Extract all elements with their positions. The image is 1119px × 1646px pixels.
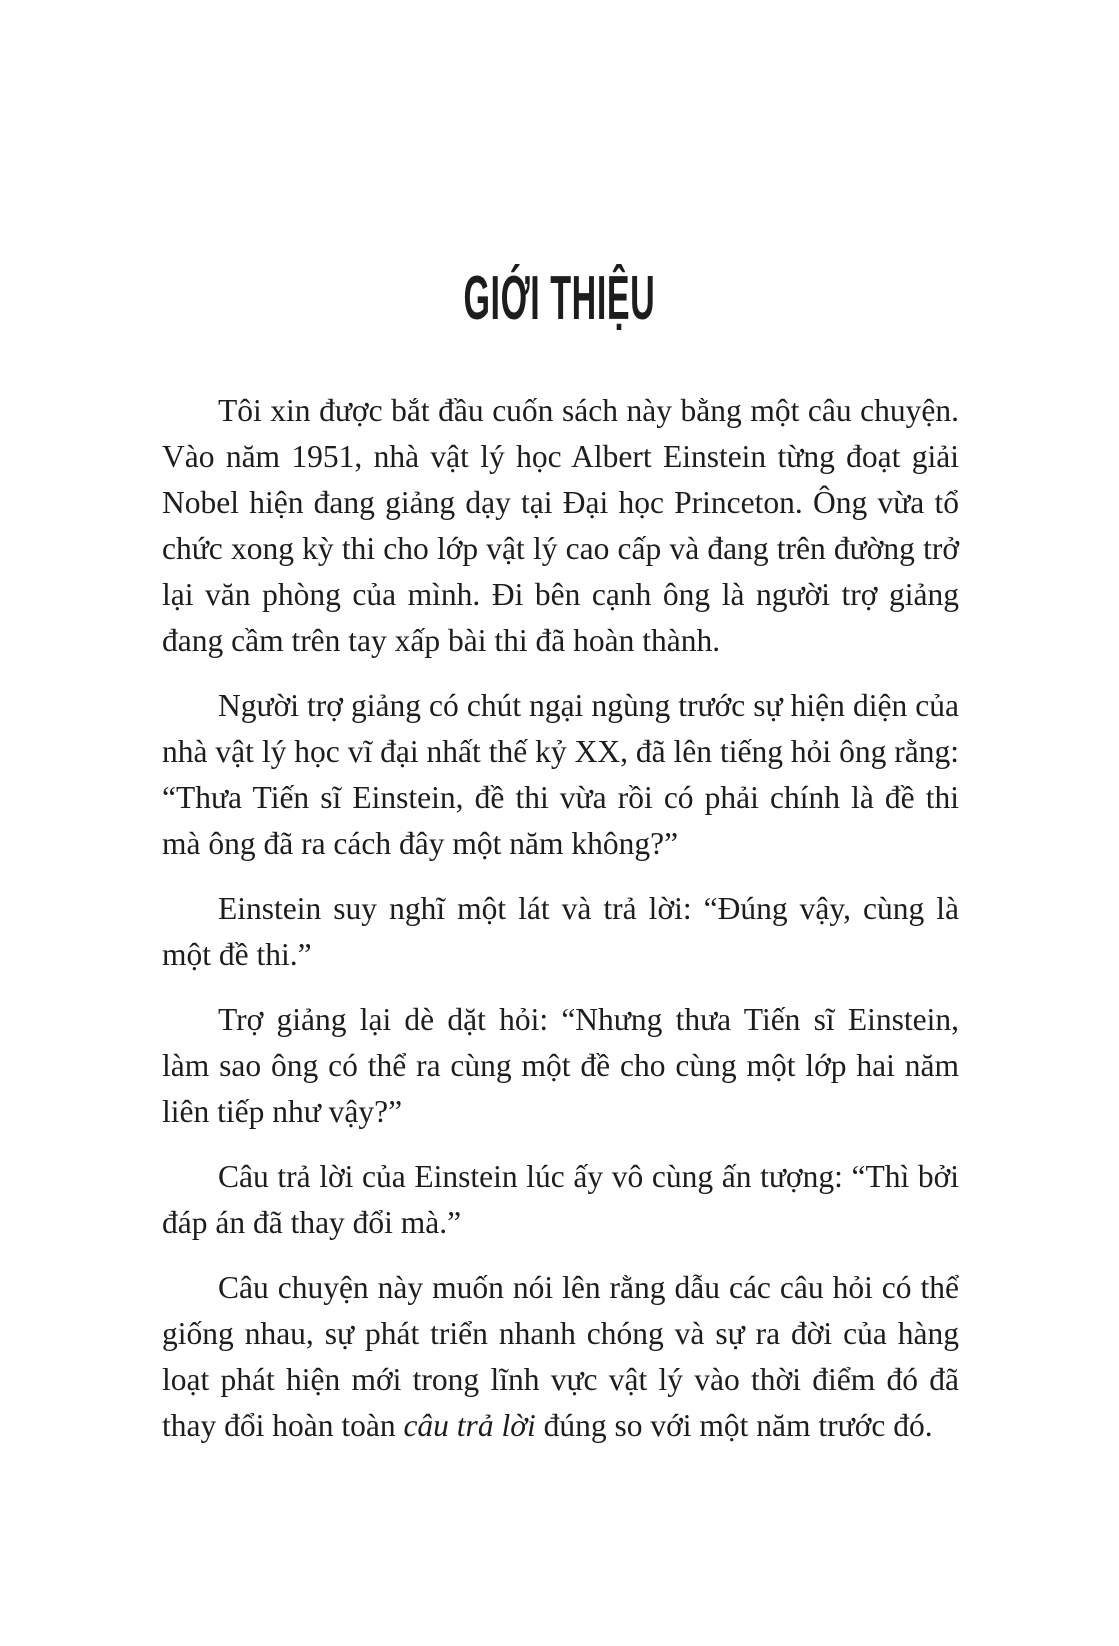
text-run: Câu trả lời của Einstein lúc ấy vô cùng ấn tượng: “Thì bởi đáp án đã thay đổi mà.”: [162, 1159, 959, 1240]
paragraph: [162, 997, 959, 1135]
chapter-title-row: [0, 264, 1119, 333]
text-run: đúng so với một năm trước đó.: [535, 1408, 933, 1443]
paragraph: [162, 683, 959, 867]
text-run: Tôi xin được bắt đầu cuốn sách này bằng một câu chuyện. Vào năm 1951, nhà vật lý học Albert Einstein từng đoạt giải Nobel hiện đang giảng dạy tại Đại học Princeton. Ông vừa tổ chức xong kỳ thi cho lớp vật lý cao cấp và đang trên đường trở lại văn phòng của mình. Đi bên cạnh ông là người trợ giảng đang cầm trên tay xấp bài thi đã hoàn thành.: [162, 393, 959, 658]
text-run: Người trợ giảng có chút ngại ngùng trước sự hiện diện của nhà vật lý học vĩ đại nhất thế kỷ XX, đã lên tiếng hỏi ông rằng: “Thưa Tiến sĩ Einstein, đề thi vừa rồi có phải chính là đề thi mà ông đã ra cách đây một năm không?”: [162, 688, 959, 861]
paragraph: [162, 1265, 959, 1449]
body-text: [162, 388, 959, 1449]
italic-phrase: câu trả lời: [403, 1408, 536, 1443]
text-run: Câu chuyện này muốn nói lên rằng dẫu các câu hỏi có thể giống nhau, sự phát triển nhanh chóng và sự ra đời của hàng loạt phát hiện mới trong lĩnh vực vật lý vào thời điểm đó đã thay đổi hoàn toàn: [162, 1270, 959, 1443]
text-run: Einstein suy nghĩ một lát và trả lời: “Đúng vậy, cùng là một đề thi.”: [162, 891, 959, 972]
text-run: Trợ giảng lại dè dặt hỏi: “Nhưng thưa Tiến sĩ Einstein, làm sao ông có thể ra cùng một đề cho cùng một lớp hai năm liên tiếp như vậy?”: [162, 1002, 959, 1129]
chapter-title: GIỚI THIỆU: [463, 264, 656, 333]
paragraph: [162, 1154, 959, 1246]
paragraph: [162, 886, 959, 978]
paragraph: [162, 388, 959, 664]
